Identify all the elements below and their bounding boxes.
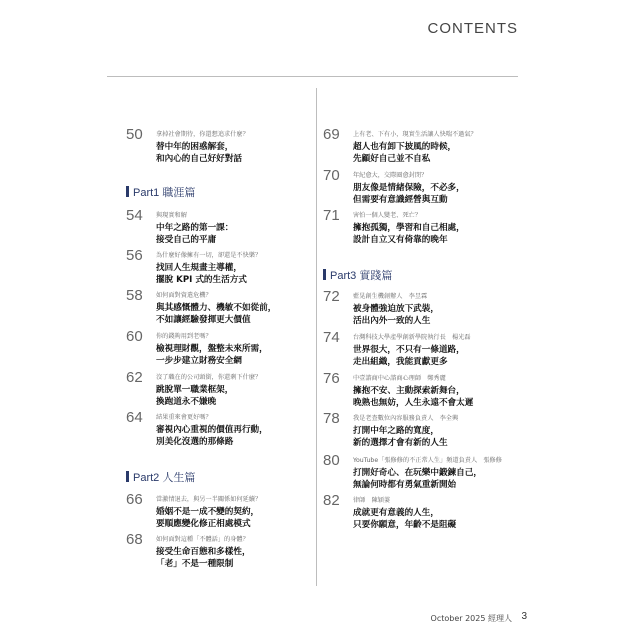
entry-subtitle: 年紀愈大，交際圈愈封閉？	[353, 172, 428, 179]
page-number: 66	[126, 491, 143, 508]
entry-subtitle: 藍晃創生機創辦人 李昱霖	[353, 293, 428, 300]
page-number-footer: 3	[521, 611, 527, 622]
section-marker	[323, 269, 326, 280]
entry-title-line1: 審視內心重視的價值再行動，	[156, 425, 268, 435]
contents-title: CONTENTS	[427, 20, 518, 37]
section-label: Part1 職涯篇	[133, 187, 196, 199]
page-number: 68	[126, 531, 143, 548]
entry-subtitle: 我是老查數位內容服務負責人 李全興	[353, 415, 459, 422]
page-number: 50	[126, 126, 143, 143]
page-number: 76	[323, 370, 340, 387]
issue-label: October 2025 經理人	[430, 614, 512, 623]
entry-title-line2: 設計自立又有倚靠的晚年	[353, 235, 448, 245]
entry-title-line2: 和內心的自己好好對話	[156, 154, 242, 164]
entry-title-line2: 別美化沒選的那條路	[156, 437, 234, 447]
page-number: 60	[126, 328, 143, 345]
entry-title-line2: 晚熟也無妨，人生永遠不會太遲	[353, 398, 474, 408]
entry-title-line1: 中年之路的第一課：	[156, 223, 234, 233]
entry-subtitle: 中壹諮商中心諮商心理師 鄭秀麗	[353, 375, 446, 382]
entry-subtitle: 為什麼好像擁有一切，卻還是不快樂？	[156, 252, 262, 259]
entry-subtitle: 拿掉社會期待，你還想追求什麼？	[156, 131, 249, 138]
entry-title-line1: 接受生命百態和多樣性，	[156, 547, 251, 557]
entry-subtitle: 當激情退去，與另一半關係如何延續？	[156, 496, 262, 503]
entry-title-line1: 世界很大，不只有一條道路，	[353, 345, 465, 355]
entry-title-line1: 跳脫單一職業框架，	[156, 385, 234, 395]
page-number: 56	[126, 247, 143, 264]
entry-title-line1: 檢視理財觀，盤整未來所需，	[156, 344, 268, 354]
entry-title-line1: 替中年的困惑解套，	[156, 142, 234, 152]
entry-title-line1: 成就更有意義的人生，	[353, 508, 439, 518]
top-divider	[107, 76, 518, 77]
entry-title-line2: 換跑道永不嫌晚	[156, 397, 217, 407]
entry-title-line2: 無論何時都有勇氣重新開始	[353, 480, 457, 490]
entry-title-line2: 要順應變化修正相處模式	[156, 519, 251, 529]
column-divider	[316, 88, 317, 586]
entry-title-line2: 不如讓經驗發揮更大價值	[156, 315, 251, 325]
section-marker	[126, 471, 129, 482]
entry-subtitle: 台灣科技大學產學創新學院執行長 楊光磊	[353, 334, 471, 341]
entry-title-line2: 新的選擇才會有新的人生	[353, 438, 448, 448]
entry-title-line2: 但需要有意識經營與互動	[353, 195, 448, 205]
page-number: 64	[126, 409, 143, 426]
entry-title-line2: 只要你願意，年齡不是阻礙	[353, 520, 457, 530]
page-number: 54	[126, 207, 143, 224]
entry-subtitle: 律師 陳穎萋	[353, 497, 391, 504]
section-label: Part3 實踐篇	[330, 270, 393, 282]
entry-subtitle: 你的錢夠用到老嗎？	[156, 333, 212, 340]
entry-title-line1: 被身體強迫放下武裝，	[353, 304, 439, 314]
entry-title-line1: 打開中年之路的寬度，	[353, 426, 439, 436]
entry-subtitle: 上有老、下有小，現實生活讓人快喘不過氣？	[353, 131, 477, 138]
entry-subtitle: 如何面對資遣危機？	[156, 292, 212, 299]
page-number: 71	[323, 207, 340, 224]
entry-title-line1: 超人也有卸下披風的時候，	[353, 142, 457, 152]
entry-subtitle: 如何面對這種「不體話」的身體？	[156, 536, 249, 543]
page-number: 82	[323, 492, 340, 509]
page-number: 70	[323, 167, 340, 184]
page-number: 58	[126, 287, 143, 304]
entry-title-line2: 走出組織，我能貢獻更多	[353, 357, 448, 367]
entry-title-line1: 婚姻不是一成不變的契約，	[156, 507, 260, 517]
page-number: 72	[323, 288, 340, 305]
entry-title-line1: 與其感慨體力、機敏不如從前，	[156, 303, 277, 313]
entry-subtitle: 沒了職在的公司頭銜，你還剩下什麼？	[156, 374, 262, 381]
entry-title-line1: 擁抱孤獨，學習和自己相處，	[353, 223, 465, 233]
entry-title-line2: 接受自己的平庸	[156, 235, 217, 245]
entry-subtitle: 結果重來會更好嗎？	[156, 414, 212, 421]
section-label: Part2 人生篇	[133, 472, 196, 484]
entry-subtitle: 與現實和解	[156, 212, 187, 219]
page-number: 78	[323, 410, 340, 427]
entry-title-line1: 擁抱不安、主動探索新舞台，	[353, 386, 465, 396]
section-marker	[126, 186, 129, 197]
entry-subtitle: 害怕一個人變老、死亡？	[353, 212, 422, 219]
entry-title-line2: 先顧好自己並不自私	[353, 154, 431, 164]
page-number: 74	[323, 329, 340, 346]
page-number: 62	[126, 369, 143, 386]
entry-title-line1: 朋友像是情緒保險，不必多，	[353, 183, 465, 193]
entry-title-line1: 找回人生規畫主導權，	[156, 263, 242, 273]
entry-title-line1: 打開好奇心、在玩樂中鍛鍊自己，	[353, 468, 482, 478]
entry-title-line2: 擺脫 KPI 式的生活方式	[156, 275, 247, 285]
page-number: 69	[323, 126, 340, 143]
entry-subtitle: YouTube「張修修的不正常人生」頻道負責人 張修修	[353, 457, 502, 464]
entry-title-line2: 一步步建立財務安全網	[156, 356, 242, 366]
entry-title-line2: 活出內外一致的人生	[353, 316, 431, 326]
page-number: 80	[323, 452, 340, 469]
entry-title-line2: 「老」不是一種限制	[156, 559, 234, 569]
